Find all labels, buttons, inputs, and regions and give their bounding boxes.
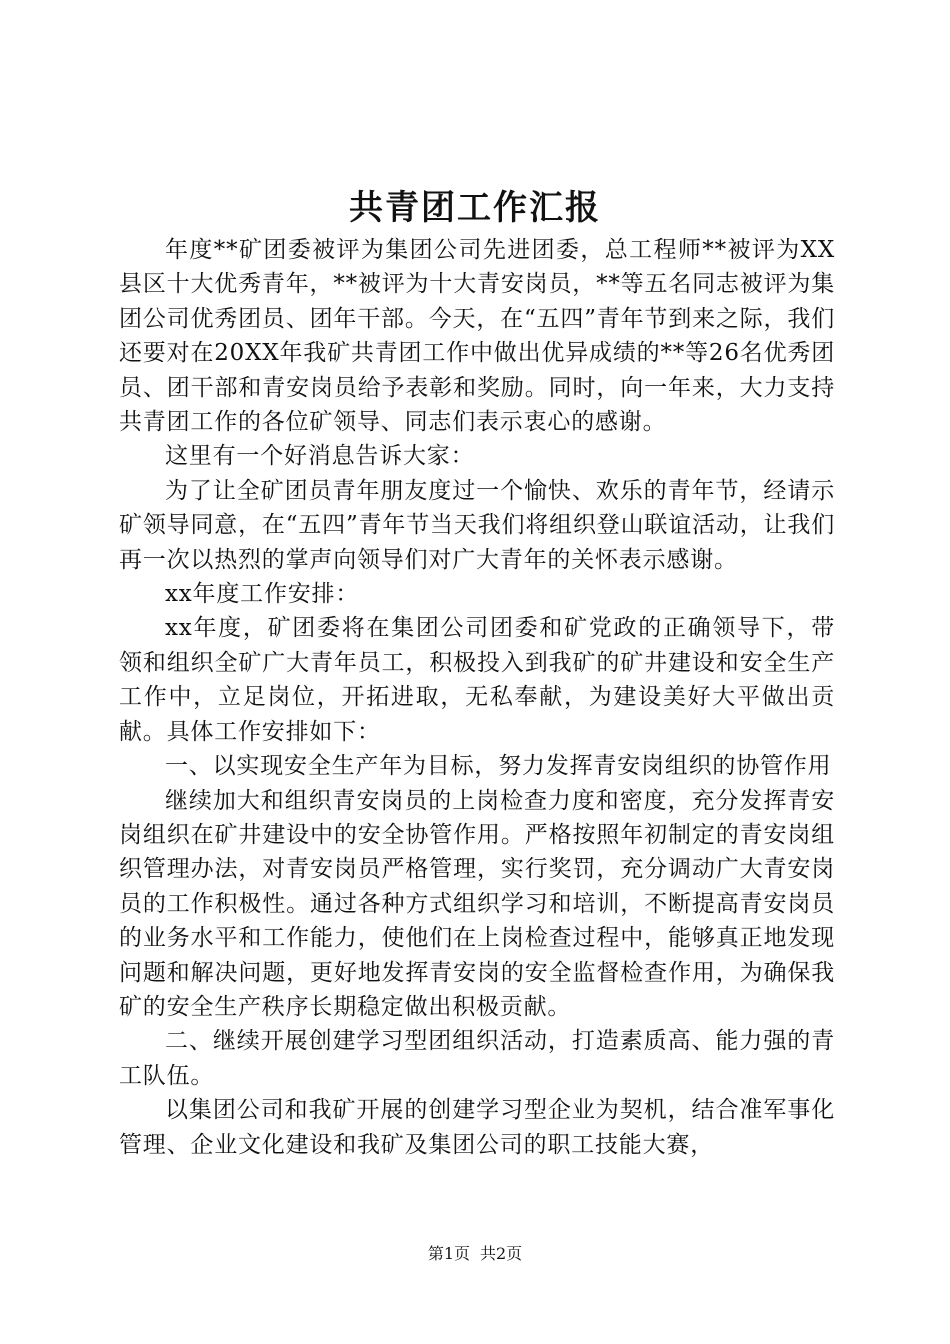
page-footer bbox=[0, 1243, 950, 1265]
paragraph: 继续加大和组织青安岗员的上岗检查力度和密度，充分发挥青安岗组织在矿井建设中的安全协管作用。严格按照年初制定的青安岗组织管理办法，对青安岗员严格管理，实行奖罚，充分调动广大青安岗员的工作积极性。通过各种方式组织学习和培训，不断提高青安岗员的业务水平和工作能力，使他们在上岗检查过程中，能够真正地发现问题和解决问题，更好地发挥青安岗的安全监督检查作用，为确保我矿的安全生产秩序长期稳定做出积极贡献。 bbox=[119, 787, 835, 1020]
section-heading: 一、以实现安全生产年为目标，努力发挥青安岗组织的协管作用 bbox=[165, 753, 832, 780]
paragraph: xx年度工作安排： bbox=[165, 581, 360, 608]
paragraph: 年度**矿团委被评为集团公司先进团委，总工程师**被评为XX县区十大优秀青年，**被评为十大青安岗员，**等五名同志被评为集团公司优秀团员、团年干部。今天，在“五四”青年节到来之际，我们还要对在20XX年我矿共青团工作中做出优异成绩的**等26名优秀团员、团干部和青安岗员给予表彰和奖励。同时，向一年来，大力支持共青团工作的各位矿领导、同志们表示衷心的感谢。 bbox=[119, 237, 835, 436]
document-title: 共青团工作汇报 bbox=[349, 188, 601, 228]
section-heading: 二、继续开展创建学习型团组织活动，打造素质高、能力强的青工队伍。 bbox=[119, 1028, 835, 1089]
page-number: 第1页 bbox=[427, 1244, 470, 1263]
paragraph: xx年度，矿团委将在集团公司团委和矿党政的正确领导下，带领和组织全矿广大青年员工，积极投入到我矿的矿井建设和安全生产工作中，立足岗位，开拓进取，无私奉献，为建设美好大平做出贡献。具体工作安排如下： bbox=[119, 615, 835, 745]
paragraph: 为了让全矿团员青年朋友度过一个愉快、欢乐的青年节，经请示矿领导同意，在“五四”青年节当天我们将组织登山联谊活动，让我们再一次以热烈的掌声向领导们对广大青年的关怀表示感谢。 bbox=[119, 477, 835, 573]
document-body bbox=[119, 233, 835, 1162]
paragraph: 以集团公司和我矿开展的创建学习型企业为契机，结合准军事化管理、企业文化建设和我矿及集团公司的职工技能大赛， bbox=[119, 1097, 835, 1158]
paragraph: 这里有一个好消息告诉大家： bbox=[165, 443, 475, 470]
page-total: 共2页 bbox=[480, 1244, 523, 1263]
